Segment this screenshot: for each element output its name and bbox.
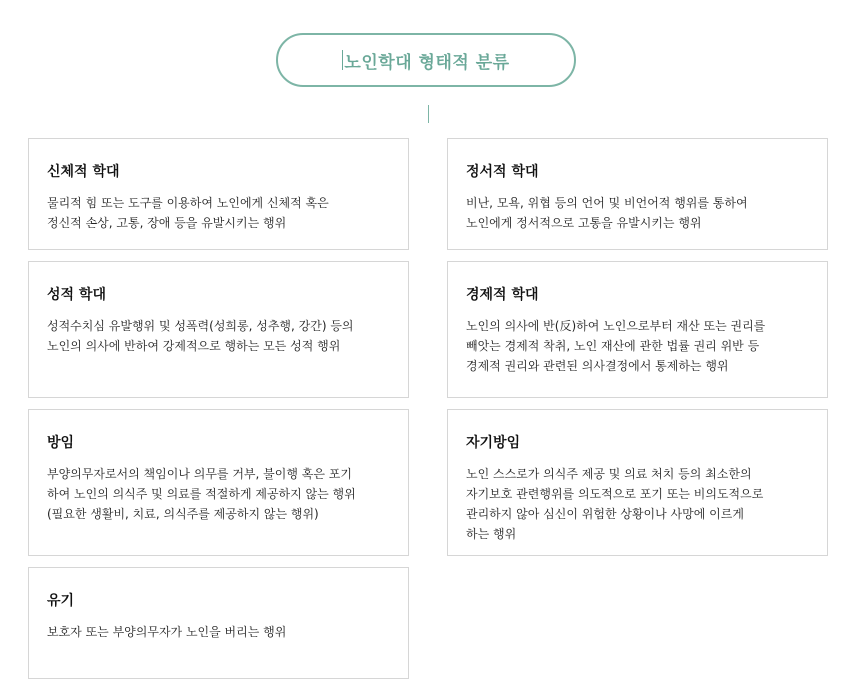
card-description: 보호자 또는 부양의무자가 노인을 버리는 행위 [47, 625, 287, 639]
card-abandonment [28, 567, 409, 679]
text-cursor [342, 50, 343, 70]
card-title: 경제적 학대 [466, 287, 539, 303]
card-emotional-abuse [447, 138, 828, 250]
card-physical-abuse [28, 138, 409, 250]
page-title-pill [276, 33, 576, 87]
card-description: 노인 스스로가 의식주 제공 및 의료 처치 등의 최소한의 자기보호 관련행위를 의도적으로 포기 또는 비의도적으로 관리하지 않아 심신이 위험한 상황이나 사망에 이르게 하는 행위 [466, 467, 764, 541]
card-title: 신체적 학대 [47, 164, 120, 180]
card-title: 자기방임 [466, 435, 521, 451]
card-title: 성적 학대 [47, 287, 106, 303]
card-sexual-abuse [28, 261, 409, 398]
card-financial-abuse [447, 261, 828, 398]
card-description: 성적수치심 유발행위 및 성폭력(성희롱, 성추행, 강간) 등의 노인의 의사에 반하여 강제적으로 행하는 모든 성적 행위 [47, 319, 354, 353]
card-description: 노인의 의사에 반(反)하여 노인으로부터 재산 또는 권리를 빼앗는 경제적 착취, 노인 재산에 관한 법률 권리 위반 등 경제적 권리와 관련된 의사결정에서 통제하는 행위 [466, 319, 766, 373]
card-title: 유기 [47, 593, 75, 609]
card-neglect [28, 409, 409, 556]
card-description: 부양의무자로서의 책임이나 의무를 거부, 불이행 혹은 포기 하여 노인의 의식주 및 의료를 적절하게 제공하지 않는 행위 (필요한 생활비, 치료, 의식주를 제공하지 않는 행위) [47, 467, 356, 521]
card-title: 정서적 학대 [466, 164, 539, 180]
page-title: 노인학대 형태적 분류 [344, 52, 510, 73]
card-description: 물리적 힘 또는 도구를 이용하여 노인에게 신체적 혹은 정신적 손상, 고통, 장애 등을 유발시키는 행위 [47, 196, 329, 230]
connector-line [428, 105, 429, 123]
card-description: 비난, 모욕, 위협 등의 언어 및 비언어적 행위를 통하여 노인에게 정서적으로 고통을 유발시키는 행위 [466, 196, 748, 230]
card-self-neglect [447, 409, 828, 556]
card-title: 방임 [47, 435, 75, 451]
